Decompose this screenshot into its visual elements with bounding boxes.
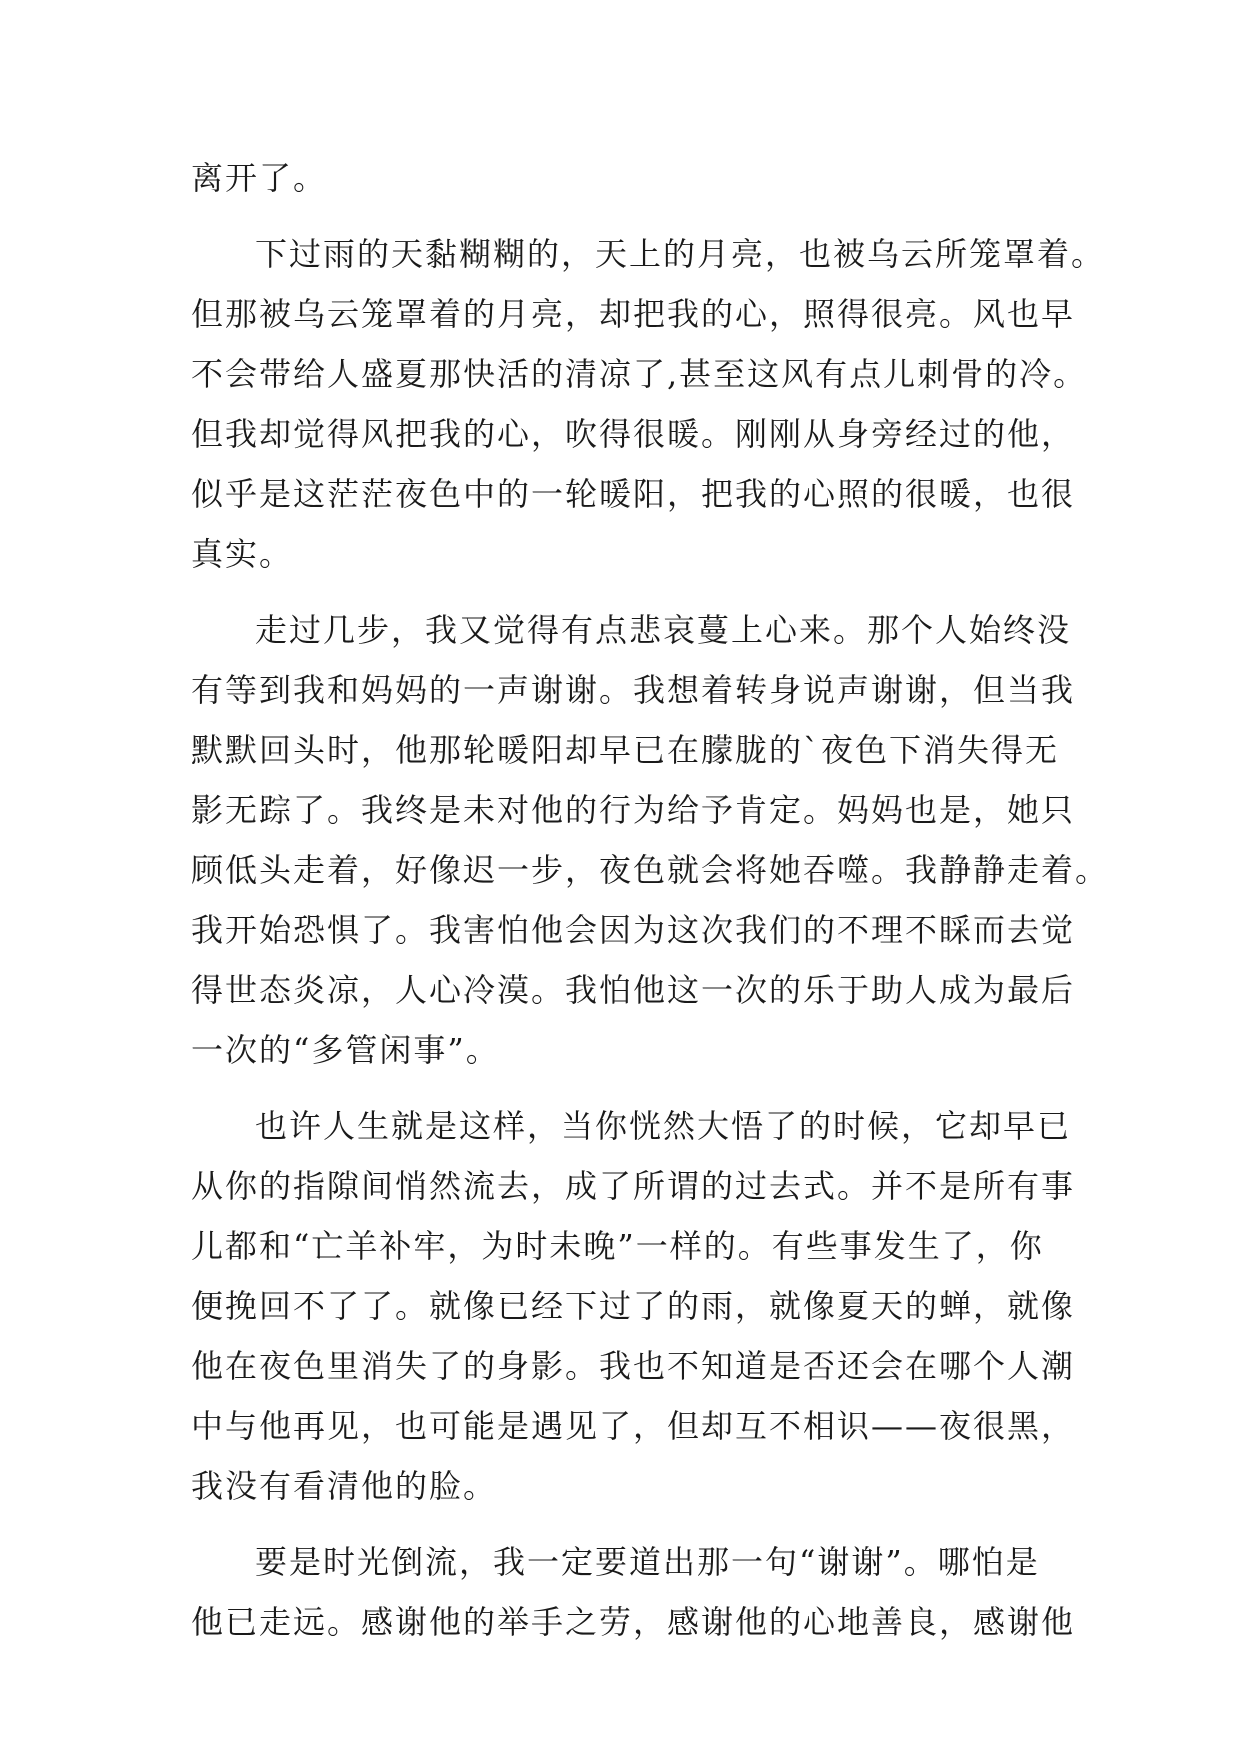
text-line: 便挽回不了了。就像已经下过了的雨，就像夏天的蝉，就像	[191, 1287, 1076, 1325]
text-line: 但那被乌云笼罩着的月亮，却把我的心，照得很亮。风也早	[191, 295, 1076, 333]
paragraph-gap	[191, 1516, 1051, 1532]
text-line: 一次的“多管闲事”。	[191, 1031, 500, 1069]
paragraph-gap	[191, 584, 1051, 600]
paragraph-gap	[191, 1080, 1051, 1096]
text-line: 默默回头时，他那轮暖阳却早已在朦胧的`夜色下消失得无	[191, 731, 1060, 769]
text-line: 似乎是这茫茫夜色中的一轮暖阳，把我的心照的很暖，也很	[191, 475, 1076, 513]
text-line: 真实。	[191, 535, 294, 573]
text-line: 走过几步，我又觉得有点悲哀蔓上心来。那个人始终没	[255, 611, 1072, 649]
text-line: 中与他再见，也可能是遇见了，但却互不相识——夜很黑，	[191, 1407, 1076, 1445]
text-line: 离开了。	[191, 159, 328, 197]
document-body	[191, 148, 1110, 1652]
text-line: 下过雨的天黏糊糊的，天上的月亮，也被乌云所笼罩着。	[255, 235, 1106, 273]
text-line: 我开始恐惧了。我害怕他会因为这次我们的不理不睬而去觉	[191, 911, 1076, 949]
text-line: 他在夜色里消失了的身影。我也不知道是否还会在哪个人潮	[191, 1347, 1076, 1385]
text-line: 顾低头走着，好像迟一步，夜色就会将她吞噬。我静静走着。	[191, 851, 1110, 889]
text-line: 儿都和“亡羊补牢，为时未晚”一样的。有些事发生了，你	[191, 1227, 1044, 1265]
text-line: 从你的指隙间悄然流去，成了所谓的过去式。并不是所有事	[191, 1167, 1076, 1205]
text-line: 影无踪了。我终是未对他的行为给予肯定。妈妈也是，她只	[191, 791, 1076, 829]
text-line: 有等到我和妈妈的一声谢谢。我想着转身说声谢谢，但当我	[191, 671, 1076, 709]
text-line: 也许人生就是这样，当你恍然大悟了的时候，它却早已	[255, 1107, 1072, 1145]
text-line: 不会带给人盛夏那快活的清凉了,甚至这风有点儿刺骨的冷。	[191, 355, 1088, 393]
text-line: 但我却觉得风把我的心，吹得很暖。刚刚从身旁经过的他，	[191, 415, 1076, 453]
text-line: 要是时光倒流，我一定要道出那一句“谢谢”。哪怕是	[255, 1543, 1040, 1581]
text-line: 我没有看清他的脸。	[191, 1467, 498, 1505]
text-line: 得世态炎凉，人心冷漠。我怕他这一次的乐于助人成为最后	[191, 971, 1076, 1009]
paragraph-gap	[191, 208, 1051, 224]
text-line: 他已走远。感谢他的举手之劳，感谢他的心地善良，感谢他	[191, 1603, 1076, 1641]
